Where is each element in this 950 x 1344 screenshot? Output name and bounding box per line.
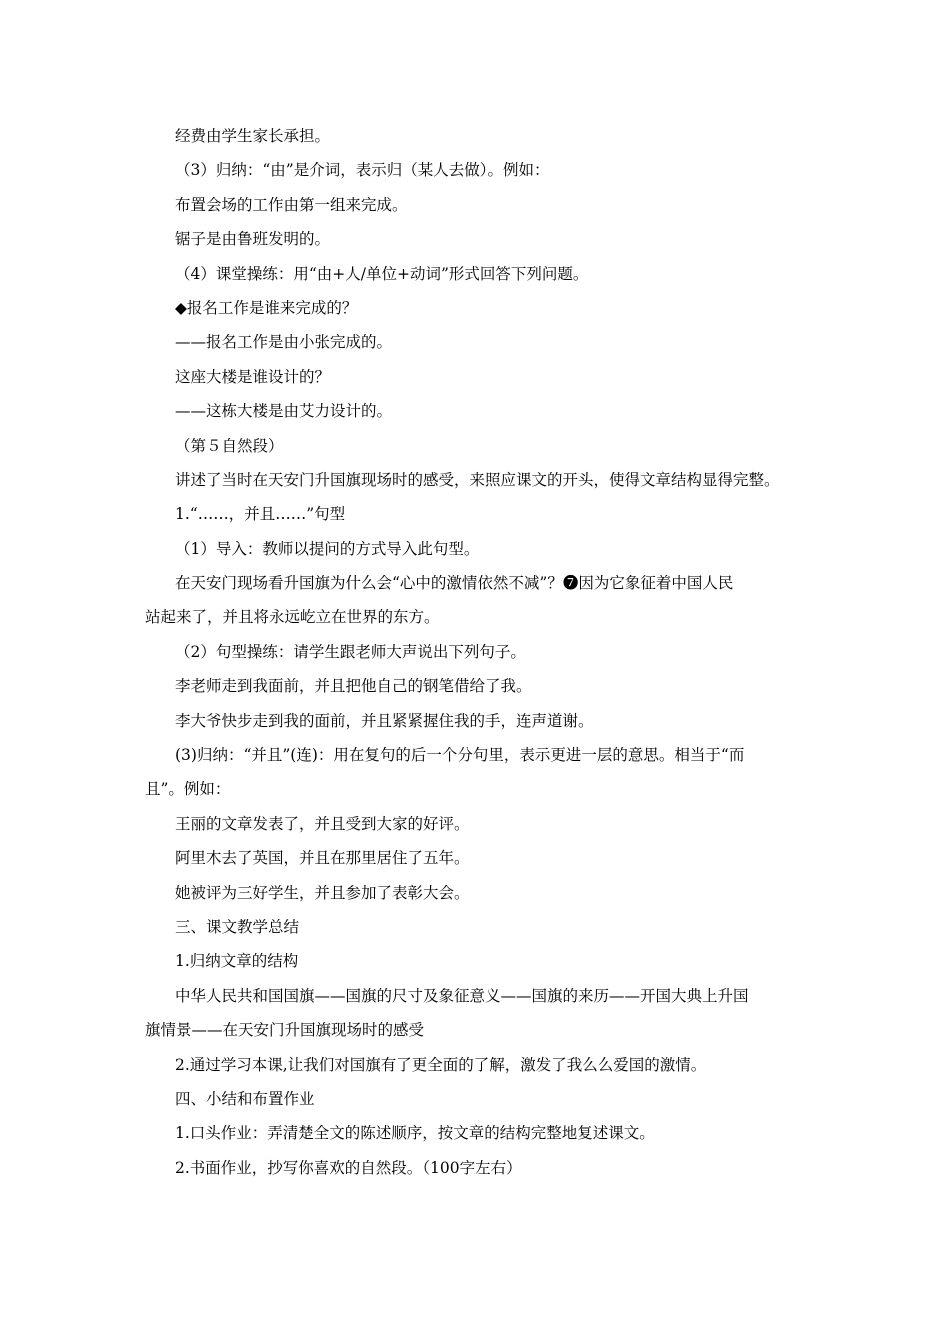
text-line: （4）课堂操练：用“由+人/单位+动词”形式回答下列问题。: [175, 264, 589, 283]
text-line: 1.归纳文章的结构: [175, 952, 299, 971]
text-line: 这座大楼是谁设计的？: [175, 367, 331, 386]
text-line: (3)归纳：“并且”(连)：用在复句的后一个分句里，表示更进一层的意思。相当于“而: [175, 746, 745, 765]
text-line: 她被评为三好学生，并且参加了表彰大会。: [175, 883, 470, 902]
text-line: （1）导入：教师以提问的方式导入此句型。: [175, 539, 480, 558]
text-line: 讲述了当时在天安门升国旗现场时的感受，来照应课文的开头，使得文章结构显得完整。: [175, 470, 780, 489]
text-line: 2.书面作业，抄写你喜欢的自然段。（100字左右）: [175, 1158, 522, 1177]
text-line: （3）归纳：“由”是介词，表示归（某人去做）。例如：: [175, 161, 550, 180]
document-body: [145, 119, 825, 1185]
text-line: 1.口头作业：弄清楚全文的陈述顺序，按文章的结构完整地复述课文。: [175, 1124, 655, 1143]
text-line: 在天安门现场看升国旗为什么会“心中的激情依然不减”？❼因为它象征着中国人民: [175, 574, 734, 593]
text-line: （第５自然段）: [175, 436, 284, 455]
text-line: 2.通过学习本课,让我们对国旗有了更全面的了解，激发了我么么爱国的激情。: [175, 1055, 707, 1074]
text-line: 且”。例如：: [145, 780, 231, 799]
text-line: 四、小结和布置作业: [175, 1089, 315, 1108]
text-line: 王丽的文章发表了，并且受到大家的好评。: [175, 814, 470, 833]
text-line: 布置会场的工作由第一组来完成。: [175, 195, 408, 214]
text-line: （2）句型操练：请学生跟老师大声说出下列句子。: [175, 642, 526, 661]
text-line: 旗情景——在天安门升国旗现场时的感受: [145, 1021, 425, 1040]
text-line: 站起来了，并且将永远屹立在世界的东方。: [145, 608, 440, 627]
text-line: 李老师走到我面前，并且把他自己的钢笔借给了我。: [175, 677, 532, 696]
text-line: ——这栋大楼是由艾力设计的。: [175, 402, 393, 421]
text-line: 1.“……，并且……”句型: [175, 505, 346, 524]
text-line: 三、课文教学总结: [175, 917, 300, 936]
text-line: 经费由学生家长承担。: [175, 127, 331, 145]
text-line: ——报名工作是由小张完成的。: [175, 333, 393, 352]
text-line: 李大爷快步走到我的面前，并且紧紧握住我的手，连声道谢。: [175, 711, 594, 730]
text-line: 阿里木去了英国，并且在那里居住了五年。: [175, 849, 470, 868]
text-line: 中华人民共和国国旗——国旗的尺寸及象征意义——国旗的来历——开国大典上升国: [175, 986, 749, 1005]
text-line: 锯子是由鲁班发明的。: [175, 230, 331, 249]
text-line: ◆报名工作是谁来完成的？: [175, 298, 358, 317]
